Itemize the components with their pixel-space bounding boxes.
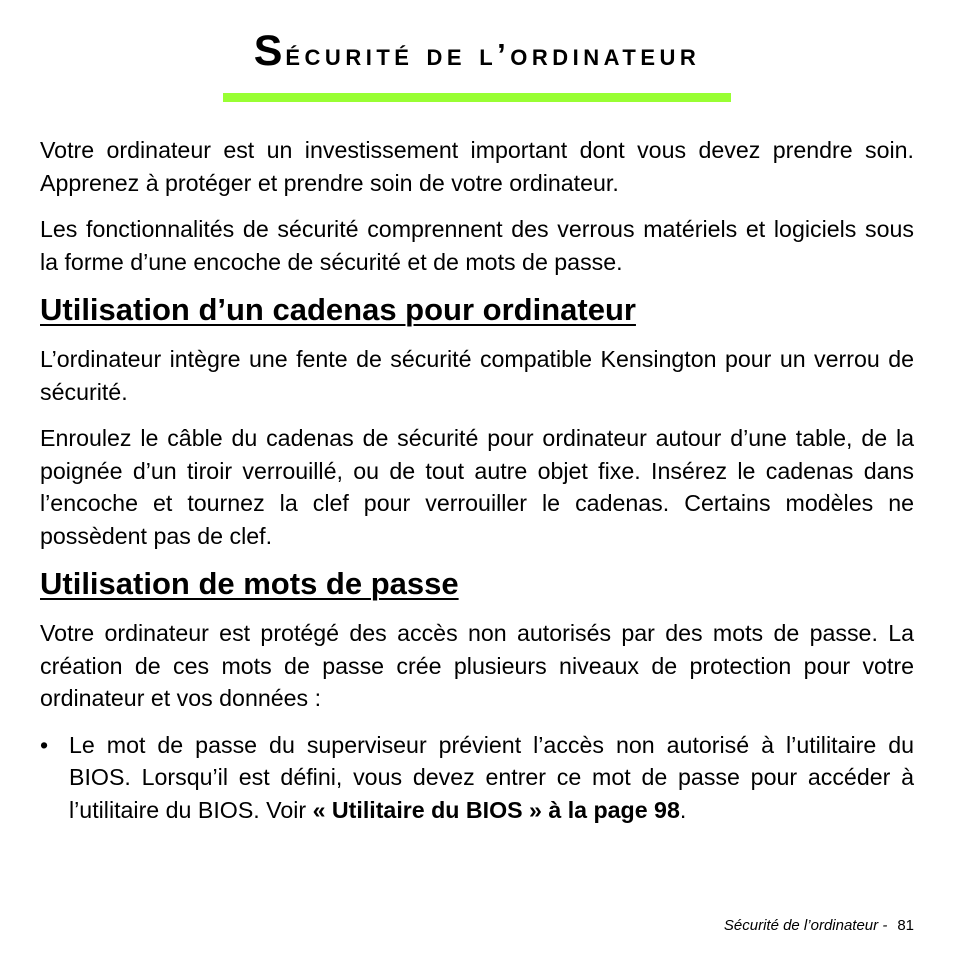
bullet-list-item: [40, 729, 914, 827]
page-content: [40, 134, 914, 840]
lock-paragraph: Enroulez le câble du cadenas de sécurité pour ordinateur autour d’une table, de la poignée d’un tiroir verrouillé, ou de tout autre objet fixe. Insérez le cadenas dans l’encoche et tournez la clef pour verrouiller le cadenas. Certains modèles ne possèdent pas de clef.: [40, 425, 914, 549]
intro-paragraph: Votre ordinateur est un investissement important dont vous devez prendre soin. Apprenez à protéger et prendre soin de votre ordinateur.: [40, 137, 914, 196]
intro-paragraph: Les fonctionnalités de sécurité comprennent des verrous matériels et logiciels sous la forme d’une encoche de sécurité et de mots de passe.: [40, 216, 914, 275]
page-number: 81: [897, 917, 914, 934]
cross-reference-link[interactable]: « Utilitaire du BIOS » à la page 98: [312, 796, 680, 823]
footer-label: Sécurité de l’ordinateur -: [723, 917, 888, 934]
bullet-text: Le mot de passe du superviseur prévient l’accès non autorisé à l’utilitaire du BIOS. Lorsqu’il est défini, vous devez entrer ce mot de passe pour accéder à l’utilitaire du BIOS. Voir: [69, 731, 914, 823]
page-footer: [724, 917, 914, 934]
section-heading-passwords: Utilisation de mots de passe: [40, 566, 459, 601]
section-heading-lock: Utilisation d’un cadenas pour ordinateur: [40, 292, 636, 327]
page-title-initial: S: [253, 27, 286, 75]
lock-paragraph: L’ordinateur intègre une fente de sécurité compatible Kensington pour un verrou de sécurité.: [40, 346, 914, 405]
page-title-rest: écurité de l’ordinateur: [285, 37, 701, 72]
title-accent-bar: [223, 93, 731, 102]
passwords-paragraph: Votre ordinateur est protégé des accès non autorisés par des mots de passe. La création de ces mots de passe crée plusieurs niveaux de protection pour votre ordinateur et vos données :: [40, 620, 914, 711]
bullet-end: .: [679, 796, 687, 823]
page-title: [0, 26, 954, 78]
bullet-marker: •: [40, 731, 49, 758]
